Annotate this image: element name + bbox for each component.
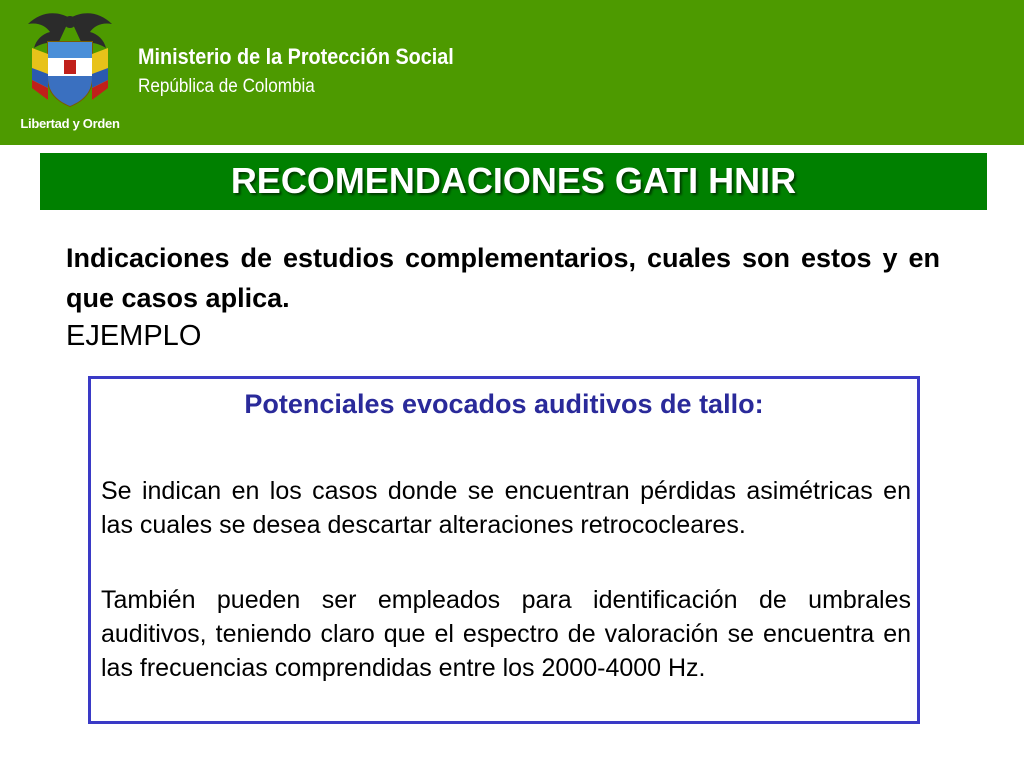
coat-of-arms-logo <box>18 8 122 138</box>
header-banner <box>0 0 1024 145</box>
lead-text: Indicaciones de estudios complementarios, cuales son estos y en que casos aplica. <box>66 243 940 313</box>
coat-of-arms-icon <box>18 8 122 118</box>
republic-name: República de Colombia <box>138 76 315 97</box>
box-title: Potenciales evocados auditivos de tallo: <box>244 389 764 419</box>
crest-motto: Libertad y Orden <box>20 116 120 131</box>
ministry-name: Ministerio de la Protección Social <box>138 44 454 69</box>
slide-title: RECOMENDACIONES GATI HNIR <box>230 160 797 201</box>
example-label: EJEMPLO <box>66 320 202 352</box>
box-paragraph-1: Se indican en los casos donde se encuentran pérdidas asimétricas en las cuales se desea descartar alteraciones retrococleares. <box>101 477 911 539</box>
example-box <box>88 376 920 724</box>
box-paragraph-2: También pueden ser empleados para identificación de umbrales auditivos, teniendo claro que el espectro de valoración se encuentra en las frecuencias comprendidas entre los 2000-4000 Hz. <box>101 586 911 682</box>
title-band <box>40 153 987 210</box>
